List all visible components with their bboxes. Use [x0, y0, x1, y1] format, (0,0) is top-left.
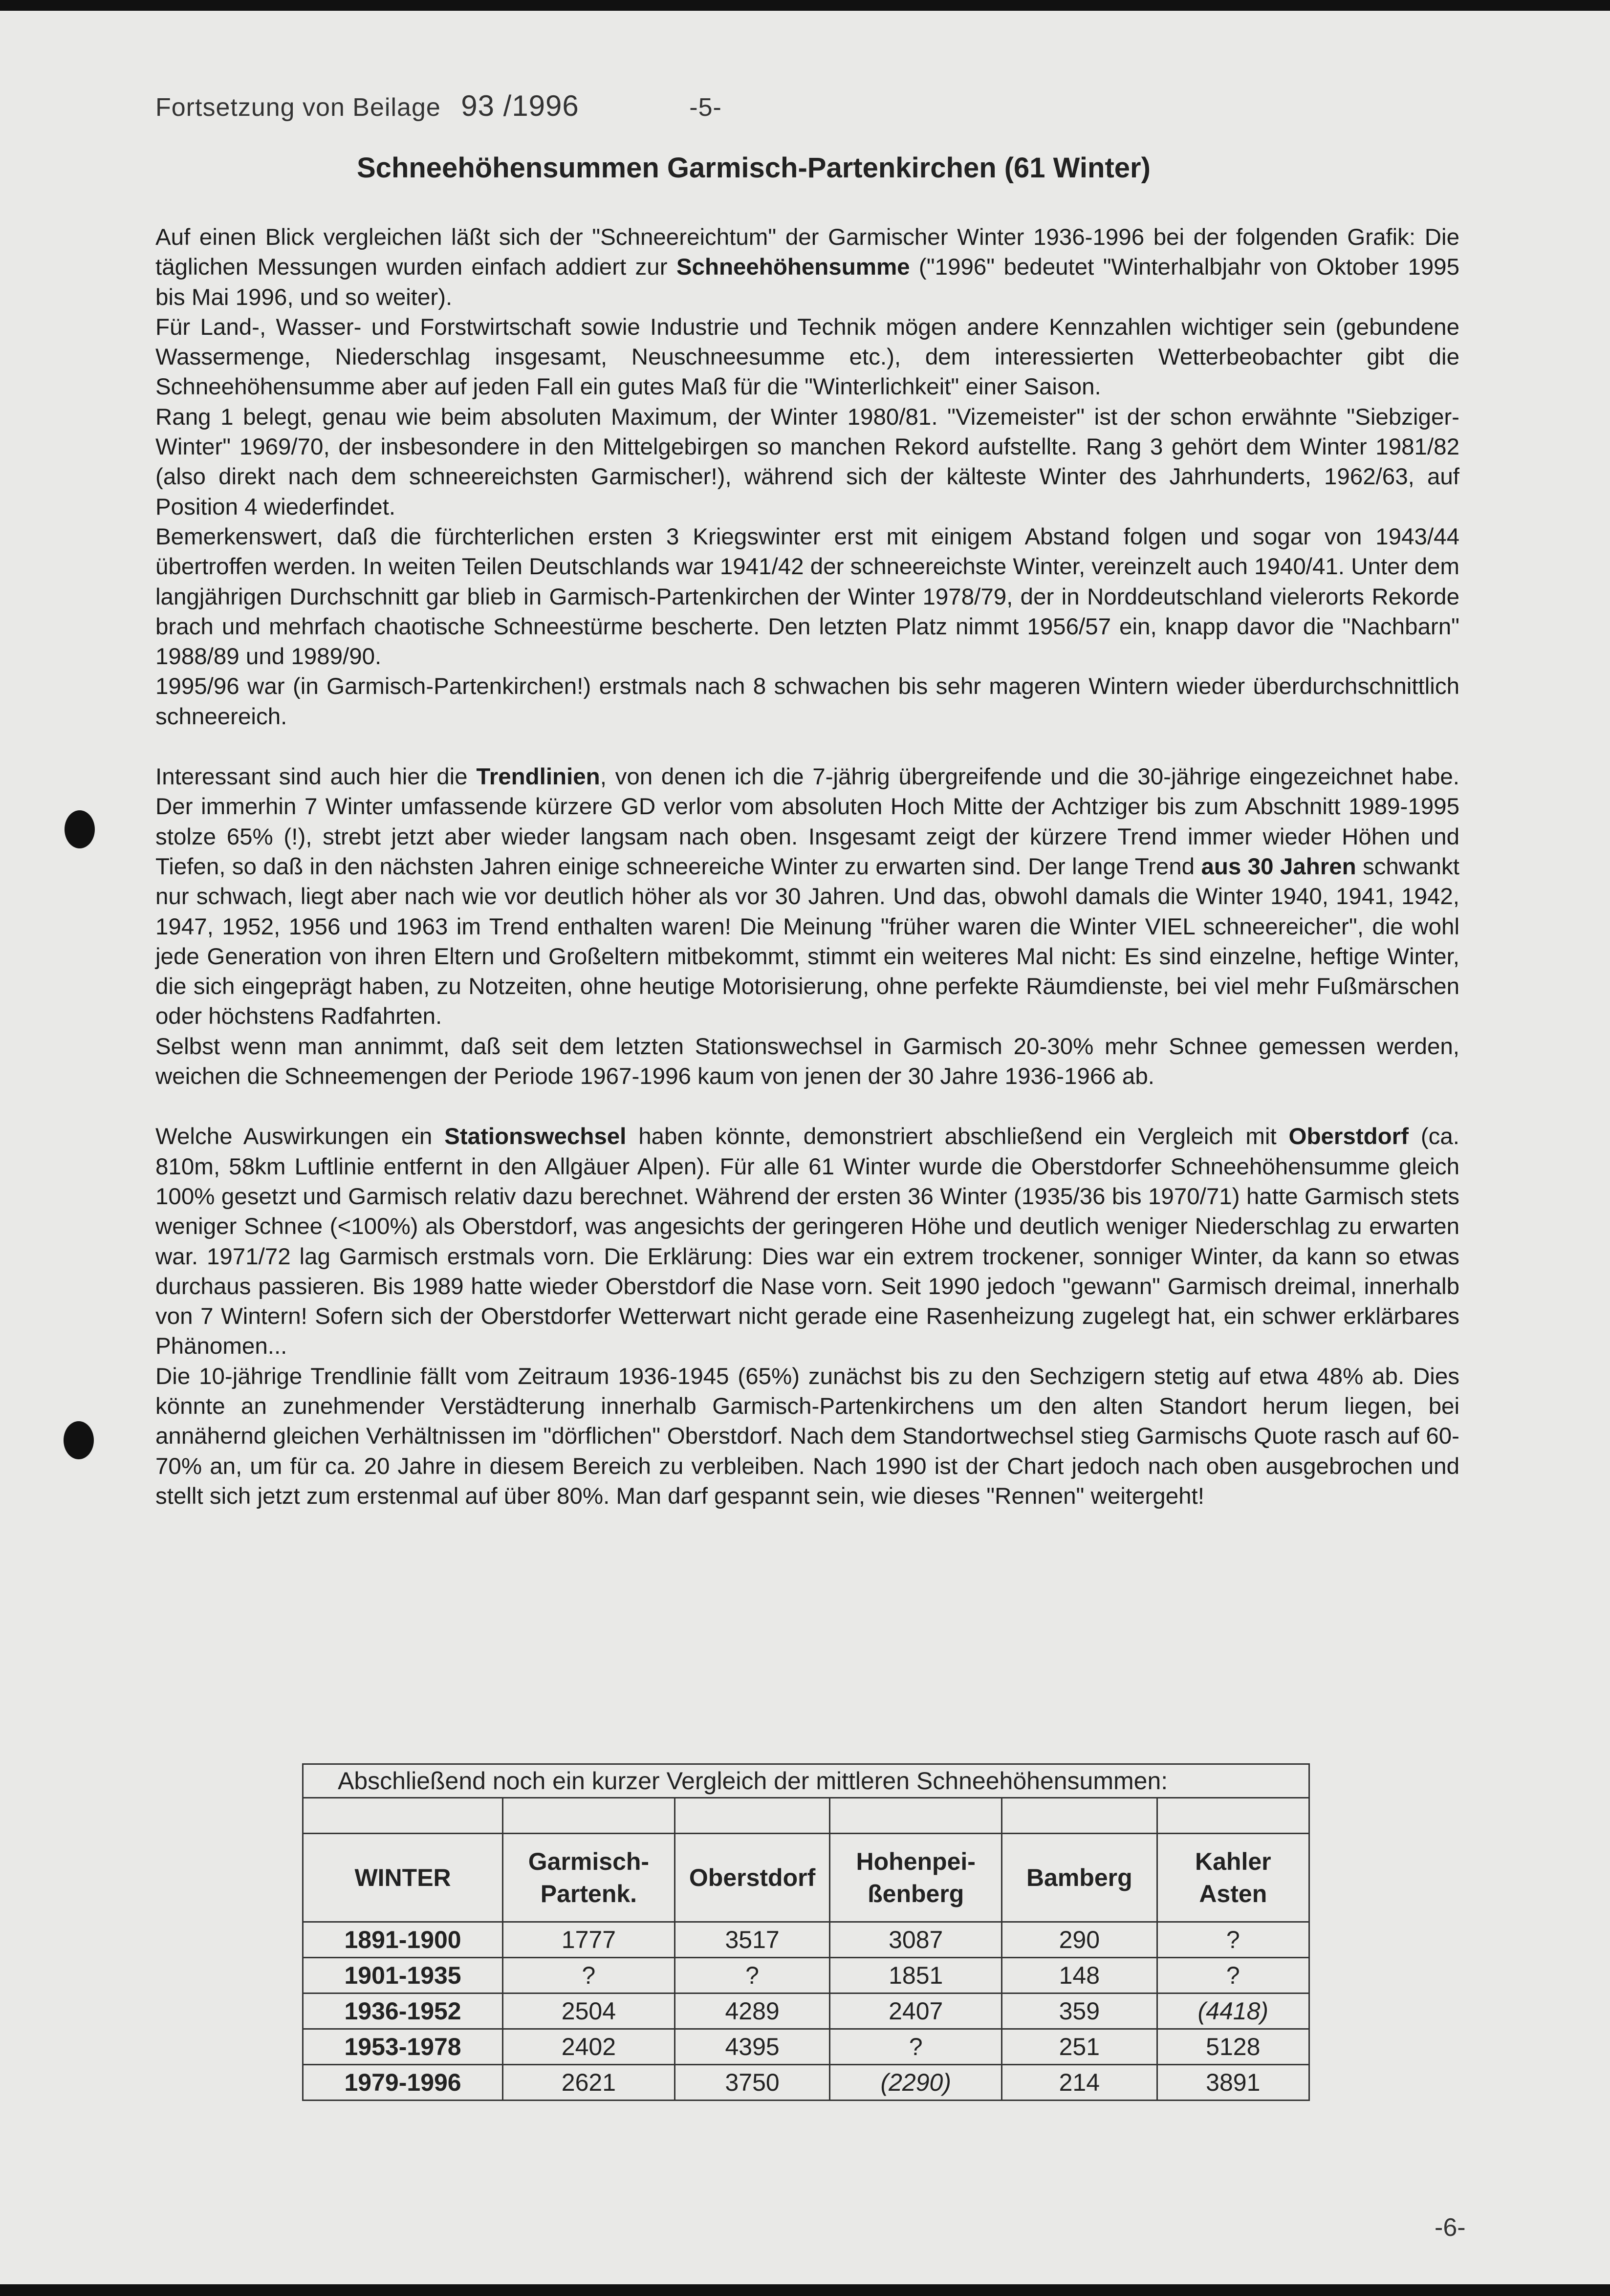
- header-prefix: Fortsetzung von Beilage: [155, 93, 441, 122]
- text-run: haben könnte, demonstriert abschließend ein Vergleich mit: [626, 1124, 1289, 1150]
- cell-kahler-asten: ?: [1157, 1958, 1309, 1993]
- cell-kahler-asten: ?: [1157, 1922, 1309, 1958]
- table-row: [303, 1922, 1309, 1958]
- column-header-kahler-asten: [1157, 1834, 1309, 1922]
- cell-oberstdorf: 3750: [674, 2065, 830, 2101]
- cell-winter: 1979-1996: [303, 2065, 503, 2101]
- cell-bamberg: 359: [1002, 1993, 1157, 2029]
- cell-kahler-asten: 3891: [1157, 2065, 1309, 2101]
- paragraph-rang: Rang 1 belegt, genau wie beim absoluten Maximum, der Winter 1980/81. "Vizemeister" ist der schon erwähnte "Siebziger-Winter" 1969/70, der insbesondere in den Mittelgebirgen so manchen Rekord aufstellte. Rang 3 gehört dem Winter 1981/82 (also direkt nach dem schneereichsten Garmischer!), während sich der kälteste Winter des Jahrhunderts, 1962/63, auf Position 4 wiederfindet.: [155, 404, 1459, 520]
- cell-hohenpeissenberg: 1851: [830, 1958, 1002, 1993]
- column-header-oberstdorf: Oberstdorf: [674, 1834, 830, 1922]
- table-header-row: [303, 1834, 1309, 1922]
- cell-garmisch: 1777: [503, 1922, 675, 1958]
- text-run: Welche Auswirkungen ein: [155, 1124, 445, 1150]
- punch-hole-mark: [65, 810, 95, 848]
- cell-bamberg: 214: [1002, 2065, 1157, 2101]
- cell-kahler-asten: 5128: [1157, 2029, 1309, 2065]
- table-cell: [1002, 1798, 1157, 1834]
- table-cell: [674, 1798, 830, 1834]
- column-header-bamberg: Bamberg: [1002, 1834, 1157, 1922]
- cell-kahler-asten: (4418): [1157, 1993, 1309, 2029]
- emphasis: Stationswechsel: [444, 1124, 627, 1150]
- table-row: [303, 1993, 1309, 2029]
- column-header-hohenpeissenberg: [830, 1834, 1002, 1922]
- article-body: [155, 222, 1459, 1511]
- emphasis: Oberstdorf: [1288, 1124, 1409, 1150]
- cell-hohenpeissenberg: 2407: [830, 1993, 1002, 2029]
- header-line: ßenberg: [868, 1880, 964, 1907]
- emphasis: Schneehöhensumme: [676, 254, 910, 281]
- table-row: [303, 2065, 1309, 2101]
- paragraph-oberstdorf: [155, 1122, 1459, 1361]
- column-header-garmisch: [503, 1834, 675, 1922]
- cell-hohenpeissenberg: ?: [830, 2029, 1002, 2065]
- scan-border-bottom: [0, 2284, 1610, 2296]
- cell-oberstdorf: 3517: [674, 1922, 830, 1958]
- header-line: Partenk.: [540, 1880, 637, 1907]
- punch-hole-mark: [64, 1421, 94, 1459]
- cell-bamberg: 148: [1002, 1958, 1157, 1993]
- cell-hohenpeissenberg: (2290): [830, 2065, 1002, 2101]
- table-cell: [503, 1798, 675, 1834]
- cell-bamberg: 290: [1002, 1922, 1157, 1958]
- text-run: Interessant sind auch hier die: [155, 764, 477, 790]
- comparison-table: [302, 1763, 1310, 2101]
- column-header-winter: WINTER: [303, 1834, 503, 1922]
- cell-garmisch: 2621: [503, 2065, 675, 2101]
- page-header: [155, 89, 722, 123]
- footer-page-number: -6-: [1435, 2213, 1466, 2242]
- paragraph-kriegswinter: Bemerkenswert, daß die fürchterlichen ersten 3 Kriegswinter erst mit einigem Abstand folgen und sogar von 1943/44 übertroffen werden. In weiten Teilen Deutschlands war 1941/42 der schneereichste Winter, vereinzelt auch 1940/41. Unter dem langjährigen Durchschnitt gar blieb in Garmisch-Partenkirchen der Winter 1978/79, der in Norddeutschland vielerorts Rekorde brach und mehrfach chaotische Schneestürme bescherte. Den letzten Platz nimmt 1956/57 ein, knapp davor die "Nachbarn" 1988/89 und 1989/90.: [155, 523, 1459, 670]
- text-run: schwankt nur schwach, liegt aber nach wie vor deutlich höher als vor 30 Jahren. Und das, obwohl damals die Winter 1940, 1941, 1942, 1947, 1952, 1956 und 1963 im Trend enthalten waren! Die Meinung "früher waren die Winter VIEL schneereicher", die wohl jede Generation von ihren Eltern und Großeltern mitbekommt, stimmt ein weiteres Mal nicht: Es sind einzelne, heftige Winter, die sich eingeprägt haben, zu Notzeiten, ohne heutige Motorisierung, ohne perfekte Räumdienste, bei viel mehr Fußmärschen oder höchstens Radfahrten.: [155, 853, 1459, 1030]
- paragraph-trendlinien: [155, 762, 1459, 1032]
- header-page-number: -5-: [689, 93, 722, 122]
- cell-garmisch: 2504: [503, 1993, 675, 2029]
- emphasis: Trendlinien: [476, 764, 600, 790]
- cell-winter: 1891-1900: [303, 1922, 503, 1958]
- header-line: Garmisch-: [528, 1848, 650, 1875]
- table-row: [303, 2029, 1309, 2065]
- table-row: [303, 1958, 1309, 1993]
- table-cell: [830, 1798, 1002, 1834]
- text-run: , von denen ich die 7-jährig übergreifende und die 30-jährige eingezeichnet habe. Der immerhin 7 Winter umfassende kürzere GD verlor vom absoluten Hoch Mitte der Achtziger bis zum Abschnitt 1989-1995 stolze 65% (!), strebt jetzt aber wieder langsam nach oben. Insgesamt zeigt der kürzere Trend immer wieder Höhen und Tiefen, so daß in den nächsten Jahren einige schneereiche Winter zu erwarten sind. Der lange Trend: [155, 764, 1459, 880]
- cell-oberstdorf: 4289: [674, 1993, 830, 2029]
- table-caption: Abschließend noch ein kurzer Vergleich der mittleren Schneehöhensummen:: [303, 1764, 1309, 1798]
- header-line: Asten: [1199, 1880, 1267, 1907]
- text-run: (ca. 810m, 58km Luftlinie entfernt in den Allgäuer Alpen). Für alle 61 Winter wurde die Oberstdorfer Schneehöhensumme gleich 100% gesetzt und Garmisch relativ dazu berechnet. Während der ersten 36 Winter (1935/36 bis 1970/71) hatte Garmisch stets weniger Schnee (<100%) als Oberstdorf, was angesichts der geringeren Höhe und deutlich weniger Niederschlag zu erwarten war. 1971/72 lag Garmisch erstmals vorn. Die Erklärung: Dies war ein extrem trockener, sonniger Winter, da kann so etwas durchaus passieren. Bis 1989 hatte wieder Oberstdorf die Nase vorn. Seit 1990 jedoch "gewann" Garmisch dreimal, innerhalb von 7 Wintern! Sofern sich der Oberstdorfer Wetterwart nicht gerade eine Rasenheizung zugelegt hat, ein schwer erklärbares Phänomen...: [155, 1124, 1459, 1360]
- cell-winter: 1901-1935: [303, 1958, 503, 1993]
- cell-garmisch: ?: [503, 1958, 675, 1993]
- paragraph-intro: [155, 222, 1459, 312]
- header-line: Kahler: [1195, 1848, 1271, 1875]
- emphasis: aus 30 Jahren: [1201, 853, 1356, 880]
- cell-oberstdorf: 4395: [674, 2029, 830, 2065]
- text-run: ("1996" bedeutet "Winterhalbjahr von Oktober 1995 bis Mai 1996, und so weiter).: [155, 254, 1459, 310]
- paragraph-landwirtschaft: Für Land-, Wasser- und Forstwirtschaft sowie Industrie und Technik mögen andere Kennzahlen wichtiger sein (gebundene Wassermenge, Niederschlag insgesamt, Neuschneesumme etc.), dem interessierten Wetterbeobachter gibt die Schneehöhensumme aber auf jeden Fall ein gutes Maß für die "Winterlichkeit" einer Saison.: [155, 314, 1459, 400]
- table-cell: [303, 1798, 503, 1834]
- paragraph-trendlinie-10: Die 10-jährige Trendlinie fällt vom Zeitraum 1936-1945 (65%) zunächst bis zu den Sechzigern stetig auf etwa 48% ab. Dies könnte an zunehmender Verstädterung innerhalb Garmisch-Partenkirchens um den alten Standort herum liegen, bei annähernd gleichen Verhältnissen im "dörflichen" Oberstdorf. Nach dem Standortwechsel stieg Garmischs Quote rasch auf 60-70% an, um für ca. 20 Jahre in diesem Bereich zu verbleiben. Nach 1990 ist der Chart jedoch nach oben ausgebrochen und stellt sich jetzt zum erstenmal auf über 80%. Man darf gespannt sein, wie dieses "Rennen" weitergeht!: [155, 1363, 1459, 1509]
- paragraph-stationswechsel-note: Selbst wenn man annimmt, daß seit dem letzten Stationswechsel in Garmisch 20-30% mehr Schnee gemessen werden, weichen die Schneemengen der Periode 1967-1996 kaum von jenen der 30 Jahre 1936-1966 ab.: [155, 1033, 1459, 1090]
- header-line: Hohenpei-: [856, 1848, 976, 1875]
- cell-oberstdorf: ?: [674, 1958, 830, 1993]
- cell-hohenpeissenberg: 3087: [830, 1922, 1002, 1958]
- cell-garmisch: 2402: [503, 2029, 675, 2065]
- page-title: Schneehöhensummen Garmisch-Partenkirchen (61 Winter): [357, 152, 1151, 184]
- cell-winter: 1936-1952: [303, 1993, 503, 2029]
- header-number: 93 /1996: [461, 89, 579, 122]
- cell-winter: 1953-1978: [303, 2029, 503, 2065]
- cell-bamberg: 251: [1002, 2029, 1157, 2065]
- text-run: Auf einen Blick vergleichen läßt sich der "Schneereichtum" der Garmischer Winter 1936-1996 bei der folgenden Grafik: Die täglichen Messungen wurden einfach addiert zur: [155, 224, 1459, 281]
- paragraph-1995-96: 1995/96 war (in Garmisch-Partenkirchen!) erstmals nach 8 schwachen bis sehr mageren Wintern wieder überdurchschnittlich schneereich.: [155, 673, 1459, 730]
- scan-border-top: [0, 0, 1610, 11]
- table-cell: [1157, 1798, 1309, 1834]
